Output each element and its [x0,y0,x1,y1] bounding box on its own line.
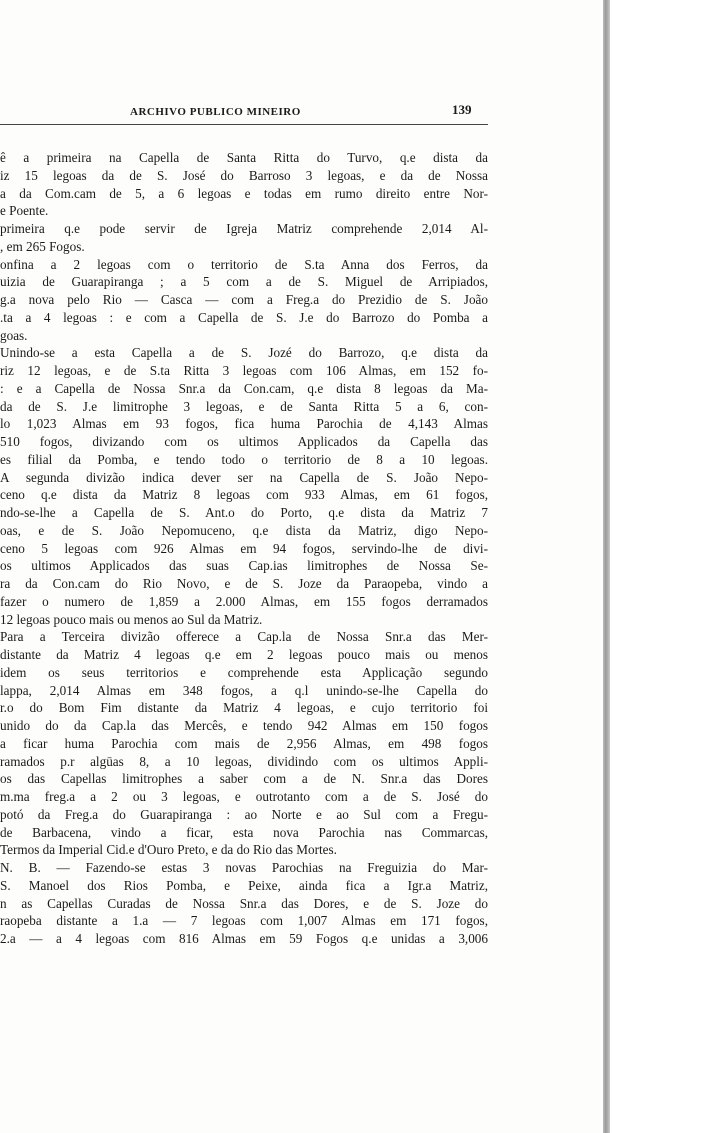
text-line: 2.a — a 4 legoas com 816 Almas em 59 Fogos q.e unidas a 3,006 [0,931,488,946]
running-head: ARCHIVO PUBLICO MINEIRO [130,106,301,118]
text-line: ceno 5 legoas com 926 Almas em 94 fogos, servindo-lhe de divi- [0,540,488,556]
text-line: de Barbacena, vindo a ficar, esta nova Parochia nas Commarcas, [0,824,488,840]
right-margin [610,0,708,1133]
text-line: os das Capellas limitrophes a saber com a de N. Snr.a das Dores [0,771,488,787]
text-line: potó da Freg.a do Guarapiranga : ao Norte e ao Sul com a Fregu- [0,806,488,822]
text-line: unido do da Cap.la das Mercês, e tendo 942 Almas em 150 fogos [0,718,488,733]
text-line: Termos da Imperial Cid.e d'Ouro Preto, e da do Rio das Mortes. [0,842,337,858]
text-line: oas, e de S. João Nepomuceno, q.e dista da Matriz, digo Nepo- [0,522,488,538]
text-line: Para a Terceira divizão offerece a Cap.la de Nossa Snr.a das Mer- [0,629,488,645]
text-line: .ta a 4 legoas : e com a Capella de S. J.e do Barrozo do Pomba a [0,309,488,325]
text-line: N. B. — Fazendo-se estas 3 novas Parochias na Freguizia do Mar- [0,860,488,875]
text-line: riz 12 legoas, e de S.ta Ritta 3 legoas com 106 Almas, em 152 fo- [0,363,488,378]
text-line: S. Manoel dos Rios Pomba, e Peixe, ainda fica a Igr.a Matriz, [0,877,488,893]
text-line: ra da Con.cam do Rio Novo, e de S. Joze da Paraopeba, vindo a [0,576,488,591]
text-line: primeira q.e pode servir de Igreja Matriz comprehende 2,014 Al- [0,221,488,236]
body-text [0,149,488,948]
text-line: idem os seus territorios e comprehende esta Applicação segundo [0,664,488,680]
text-line: ramados p.r algūas 8, a 10 legoas, dividindo com os ultimos Appli- [0,753,488,769]
text-line: iz 15 legoas da de S. José do Barroso 3 legoas, e da de Nossa [0,167,488,183]
text-line: Unindo-se a esta Capella a de S. Jozé do Barrozo, q.e dista da [0,345,488,361]
text-line: n as Capellas Curadas de Nossa Snr.a das Dores, e de S. Joze do [0,895,488,911]
text-line: es filial da Pomba, e tendo todo o territorio de 8 a 10 legoas. [0,451,488,467]
text-line: a ficar huma Parochia com mais de 2,956 Almas, em 498 fogos [0,735,488,751]
text-line: distante da Matriz 4 legoas q.e em 2 legoas pouco mais ou menos [0,647,488,662]
text-line: onfina a 2 legoas com o territorio de S.ta Anna dos Ferros, da [0,256,488,272]
text-line: r.o do Bom Fim distante da Matriz 4 legoas, e cujo territorio foi [0,700,488,716]
text-line: ceno q.e dista da Matriz 8 legoas com 933 Almas, em 61 fogos, [0,487,488,503]
text-line: os ultimos Applicados das suas Cap.ias limitrophes de Nossa Se- [0,558,488,574]
text-line: da de S. J.e limitrophe 3 legoas, e de Santa Ritta 5 a 6, con- [0,398,488,414]
page-number: 139 [452,102,472,117]
text-line: lappa, 2,014 Almas em 348 fogos, a q.l unindo-se-lhe Capella do [0,682,488,698]
text-line: a da Com.cam de 5, a 6 legoas e todas em rumo direito entre Nor- [0,185,488,201]
text-line: uizia de Guarapiranga ; a 5 com a de S. Miguel de Arripiados, [0,274,488,290]
text-line: , em 265 Fogos. [0,238,85,254]
text-line: 12 legoas pouco mais ou menos ao Sul da Matriz. [0,611,263,627]
text-line: : e a Capella de Nossa Snr.a da Con.cam, q.e dista 8 legoas da Ma- [0,380,488,396]
header-rule [0,124,488,125]
text-line: A segunda divizão indica dever ser na Capella de S. João Nepo- [0,469,488,485]
text-line: lo 1,023 Almas em 93 fogos, fica huma Parochia de 4,143 Almas [0,416,488,432]
text-line: fazer o numero de 1,859 a 2.000 Almas, em 155 fogos derramados [0,593,488,609]
text-line: raopeba distante a 1.a — 7 legoas com 1,007 Almas em 171 fogos, [0,913,488,929]
text-line: g.a nova pelo Rio — Casca — com a Freg.a do Prezidio de S. João [0,292,488,307]
text-line: ndo-se-lhe a Capella de S. Ant.o do Porto, q.e dista da Matriz 7 [0,505,488,520]
text-line: goas. [0,327,28,343]
text-line: e Poente. [0,203,49,219]
text-line: ê a primeira na Capella de Santa Ritta do Turvo, q.e dista da [0,150,488,165]
text-line: m.ma freg.a a 2 ou 3 legoas, e outrotanto com a de S. José do [0,789,488,804]
text-line: 510 fogos, divizando com os ultimos Applicados da Capella das [0,434,488,449]
book-spine-shadow [603,0,610,1133]
